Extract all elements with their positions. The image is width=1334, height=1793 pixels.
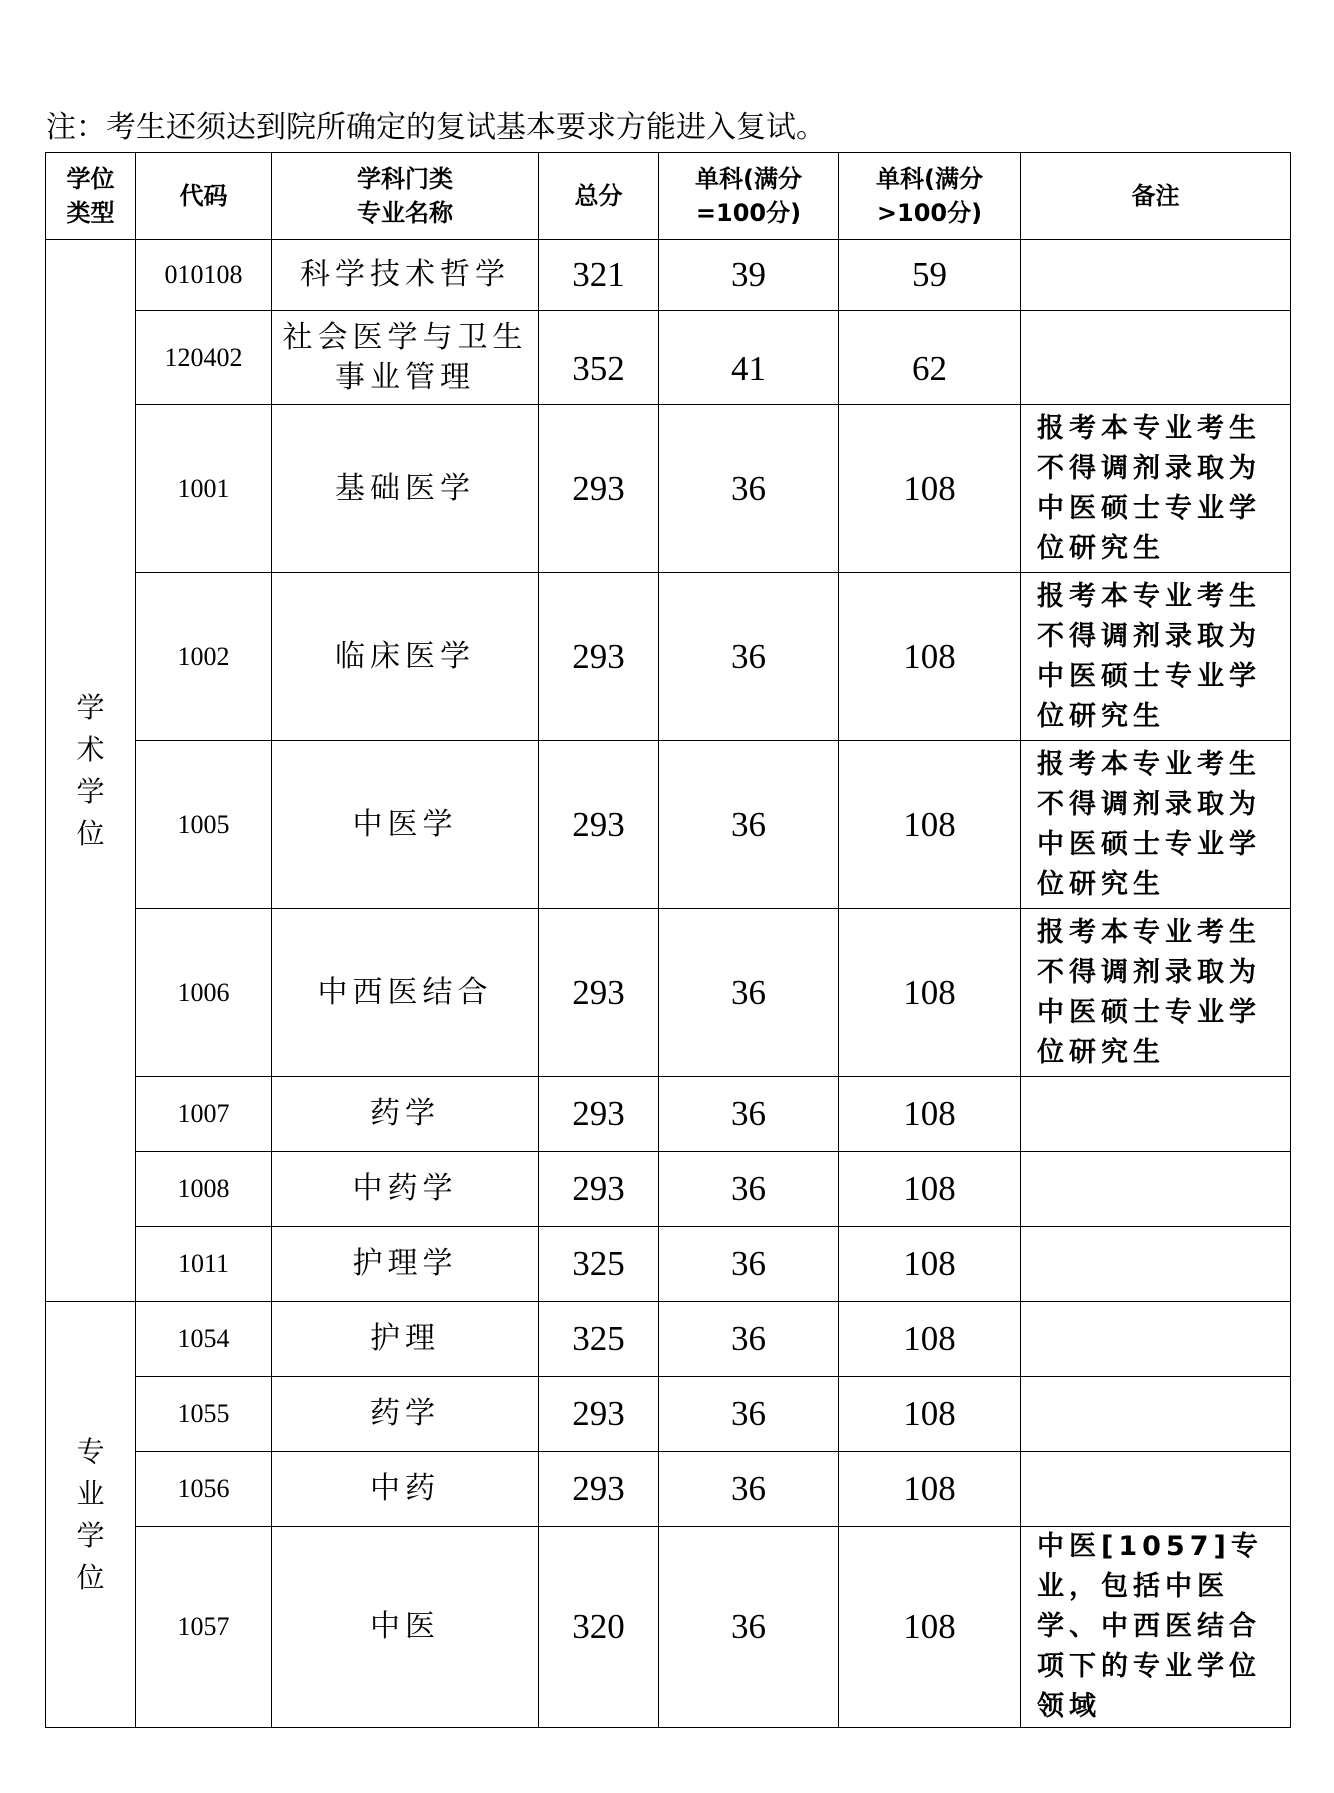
single-100-cell: 41 <box>659 311 839 405</box>
major-cell: 中医学 <box>272 741 539 909</box>
total-cell: 321 <box>539 240 659 311</box>
table-row <box>46 1452 1291 1527</box>
single-over100-cell: 108 <box>839 1452 1021 1527</box>
remark-cell <box>1021 1377 1291 1452</box>
total-cell: 293 <box>539 573 659 741</box>
single-over100-cell: 108 <box>839 573 1021 741</box>
single-100-cell: 36 <box>659 741 839 909</box>
total-cell: 352 <box>539 311 659 405</box>
code-cell: 1007 <box>136 1077 272 1152</box>
code-cell: 1055 <box>136 1377 272 1452</box>
header-single-over100: 单科(满分 >100分) <box>839 153 1021 240</box>
remark-cell <box>1021 1452 1291 1527</box>
remark-cell: 报考本专业考生不得调剂录取为中医硕士专业学位研究生 <box>1021 741 1291 909</box>
single-over100-cell: 108 <box>839 909 1021 1077</box>
table-row <box>46 1077 1291 1152</box>
code-cell: 1056 <box>136 1452 272 1527</box>
code-cell: 1006 <box>136 909 272 1077</box>
header-single-100: 单科(满分 =100分) <box>659 153 839 240</box>
table-row <box>46 240 1291 311</box>
major-cell: 中药学 <box>272 1152 539 1227</box>
single-over100-cell: 108 <box>839 1077 1021 1152</box>
total-cell: 293 <box>539 405 659 573</box>
single-over100-cell: 62 <box>839 311 1021 405</box>
single-over100-cell: 108 <box>839 1527 1021 1728</box>
total-cell: 293 <box>539 1377 659 1452</box>
header-code: 代码 <box>136 153 272 240</box>
score-table <box>45 152 1291 1728</box>
remark-cell: 中医[1057]专业，包括中医学、中西医结合项下的专业学位领域 <box>1021 1527 1291 1728</box>
code-cell: 1011 <box>136 1227 272 1302</box>
single-over100-cell: 108 <box>839 1152 1021 1227</box>
degree-type-academic: 学 术 学 位 <box>46 240 136 1302</box>
remark-cell <box>1021 311 1291 405</box>
major-cell: 药学 <box>272 1377 539 1452</box>
code-cell: 120402 <box>136 311 272 405</box>
major-cell: 社会医学与卫生 事业管理 <box>272 311 539 405</box>
table-row <box>46 311 1291 405</box>
total-cell: 325 <box>539 1302 659 1377</box>
single-over100-cell: 108 <box>839 1302 1021 1377</box>
major-cell: 科学技术哲学 <box>272 240 539 311</box>
remark-cell <box>1021 240 1291 311</box>
major-cell: 中西医结合 <box>272 909 539 1077</box>
major-cell: 中药 <box>272 1452 539 1527</box>
code-cell: 1002 <box>136 573 272 741</box>
single-100-cell: 36 <box>659 1452 839 1527</box>
total-cell: 320 <box>539 1527 659 1728</box>
major-cell: 护理 <box>272 1302 539 1377</box>
remark-cell <box>1021 1152 1291 1227</box>
major-cell: 药学 <box>272 1077 539 1152</box>
table-row <box>46 1152 1291 1227</box>
total-cell: 293 <box>539 1077 659 1152</box>
code-cell: 1054 <box>136 1302 272 1377</box>
table-row <box>46 741 1291 909</box>
code-cell: 1001 <box>136 405 272 573</box>
total-cell: 325 <box>539 1227 659 1302</box>
major-cell: 临床医学 <box>272 573 539 741</box>
single-100-cell: 36 <box>659 1527 839 1728</box>
code-cell: 1005 <box>136 741 272 909</box>
remark-cell <box>1021 1302 1291 1377</box>
single-over100-cell: 59 <box>839 240 1021 311</box>
remark-cell: 报考本专业考生不得调剂录取为中医硕士专业学位研究生 <box>1021 909 1291 1077</box>
header-total: 总分 <box>539 153 659 240</box>
major-cell: 基础医学 <box>272 405 539 573</box>
single-100-cell: 36 <box>659 1077 839 1152</box>
single-over100-cell: 108 <box>839 1377 1021 1452</box>
single-over100-cell: 108 <box>839 405 1021 573</box>
single-100-cell: 39 <box>659 240 839 311</box>
header-remark: 备注 <box>1021 153 1291 240</box>
single-100-cell: 36 <box>659 1302 839 1377</box>
single-100-cell: 36 <box>659 1227 839 1302</box>
single-100-cell: 36 <box>659 909 839 1077</box>
major-cell: 护理学 <box>272 1227 539 1302</box>
table-row <box>46 909 1291 1077</box>
table-row <box>46 1377 1291 1452</box>
major-cell: 中医 <box>272 1527 539 1728</box>
single-100-cell: 36 <box>659 573 839 741</box>
remark-cell <box>1021 1227 1291 1302</box>
total-cell: 293 <box>539 1152 659 1227</box>
code-cell: 1057 <box>136 1527 272 1728</box>
table-row <box>46 1527 1291 1728</box>
table-row <box>46 1227 1291 1302</box>
single-100-cell: 36 <box>659 1152 839 1227</box>
table-row <box>46 573 1291 741</box>
degree-type-professional: 专 业 学 位 <box>46 1302 136 1728</box>
remark-cell <box>1021 1077 1291 1152</box>
total-cell: 293 <box>539 909 659 1077</box>
remark-cell: 报考本专业考生不得调剂录取为中医硕士专业学位研究生 <box>1021 405 1291 573</box>
note-text: 注：考生还须达到院所确定的复试基本要求方能进入复试。 <box>46 110 826 145</box>
single-over100-cell: 108 <box>839 741 1021 909</box>
single-over100-cell: 108 <box>839 1227 1021 1302</box>
code-cell: 010108 <box>136 240 272 311</box>
table-row <box>46 1302 1291 1377</box>
table-row <box>46 405 1291 573</box>
header-major: 学科门类 专业名称 <box>272 153 539 240</box>
header-row <box>46 153 1291 240</box>
single-100-cell: 36 <box>659 405 839 573</box>
total-cell: 293 <box>539 741 659 909</box>
single-100-cell: 36 <box>659 1377 839 1452</box>
code-cell: 1008 <box>136 1152 272 1227</box>
total-cell: 293 <box>539 1452 659 1527</box>
header-degree-type: 学位 类型 <box>46 153 136 240</box>
remark-cell: 报考本专业考生不得调剂录取为中医硕士专业学位研究生 <box>1021 573 1291 741</box>
